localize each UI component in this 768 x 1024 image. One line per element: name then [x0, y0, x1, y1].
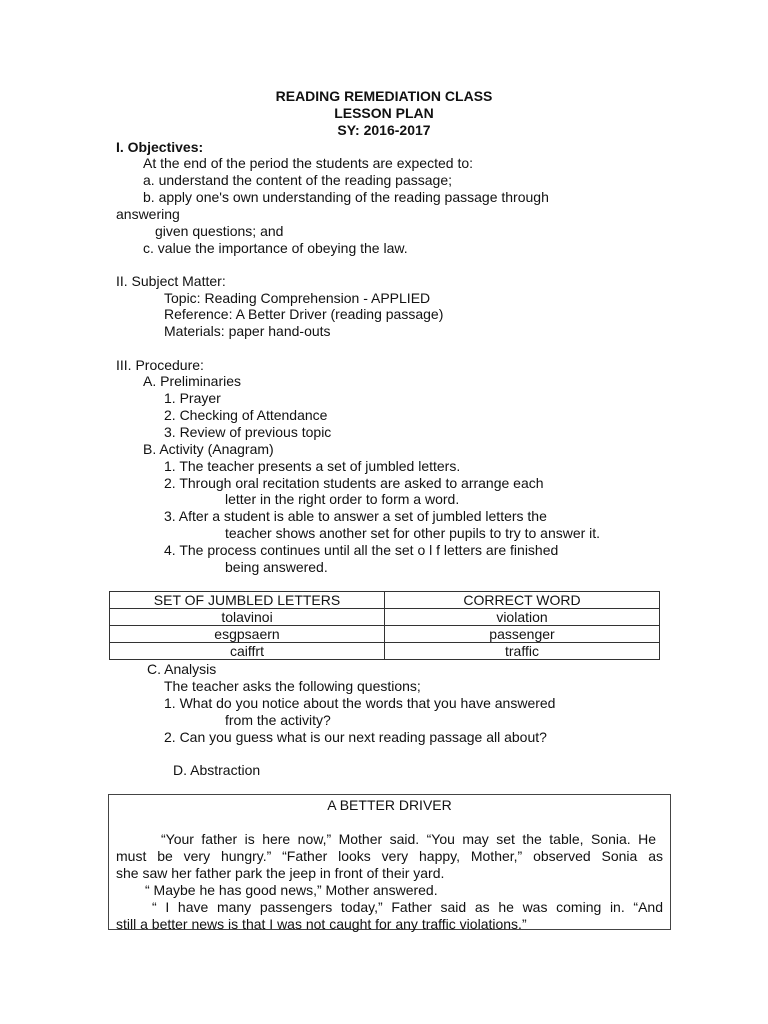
- objective-b: b. apply one's own understanding of the reading passage through: [143, 189, 549, 205]
- objective-c: c. value the importance of obeying the law.: [143, 240, 408, 256]
- passage-line: “Your father is here now,” Mother said. “You may set the table, Sonia. He: [161, 831, 656, 847]
- document-title: READING REMEDIATION CLASS: [275, 88, 493, 104]
- preliminaries-item: 3. Review of previous topic: [164, 424, 332, 440]
- activity-step-2: 2. Through oral recitation students are asked to arrange each: [164, 475, 544, 491]
- analysis-heading: C. Analysis: [147, 661, 217, 677]
- analysis-intro: The teacher asks the following questions;: [164, 678, 421, 694]
- activity-step-3: 3. After a student is able to answer a set of jumbled letters the: [164, 508, 547, 524]
- subject-reference: Reference: A Better Driver (reading passage): [164, 306, 444, 322]
- school-year: SY: 2016-2017: [337, 122, 431, 138]
- jumbled-cell: caiffrt: [110, 643, 385, 660]
- passage-line: still a better news is that I was not caught for any traffic violations.”: [116, 916, 527, 932]
- correct-cell: traffic: [385, 643, 660, 660]
- activity-heading: B. Activity (Anagram): [143, 441, 274, 457]
- preliminaries-heading: A. Preliminaries: [143, 373, 242, 389]
- correct-cell: violation: [385, 609, 660, 626]
- objective-b-cont: answering: [116, 206, 180, 222]
- activity-step-3-cont: teacher shows another set for other pupils to try to answer it.: [225, 525, 601, 541]
- preliminaries-item: 1. Prayer: [164, 390, 221, 406]
- passage-title: A BETTER DRIVER: [327, 797, 452, 813]
- activity-step-4-cont: being answered.: [225, 559, 328, 575]
- objectives-intro: At the end of the period the students are expected to:: [143, 155, 474, 171]
- document-subtitle: LESSON PLAN: [334, 105, 434, 121]
- analysis-question-1-cont: from the activity?: [225, 712, 331, 728]
- subject-matter-heading: II. Subject Matter:: [116, 273, 226, 289]
- activity-step-4: 4. The process continues until all the set o l f letters are finished: [164, 542, 559, 558]
- subject-materials: Materials: paper hand-outs: [164, 323, 331, 339]
- table-row: [110, 609, 660, 626]
- anagram-table: [109, 591, 660, 660]
- passage-line: “ Maybe he has good news,” Mother answered.: [145, 882, 438, 898]
- jumbled-cell: esgpsaern: [110, 626, 385, 643]
- column-header-jumbled: SET OF JUMBLED LETTERS: [110, 592, 385, 609]
- passage-line: “ I have many passengers today,” Father said as he was coming in. “And: [152, 899, 663, 915]
- table-row: [110, 626, 660, 643]
- activity-step-1: 1. The teacher presents a set of jumbled letters.: [164, 458, 461, 474]
- passage-line: must be very hungry.” “Father looks very happy, Mother,” observed Sonia as: [116, 848, 663, 864]
- column-header-correct: CORRECT WORD: [385, 592, 660, 609]
- analysis-question-1: 1. What do you notice about the words that you have answered: [164, 695, 556, 711]
- preliminaries-item: 2. Checking of Attendance: [164, 407, 328, 423]
- table-row: [110, 643, 660, 660]
- subject-topic: Topic: Reading Comprehension - APPLIED: [164, 290, 431, 306]
- jumbled-cell: tolavinoi: [110, 609, 385, 626]
- abstraction-heading: D. Abstraction: [173, 762, 261, 778]
- analysis-question-2: 2. Can you guess what is our next reading passage all about?: [164, 729, 547, 745]
- table-header-row: [110, 592, 660, 609]
- reading-passage-box: [108, 794, 671, 930]
- activity-step-2-cont: letter in the right order to form a word.: [225, 491, 460, 507]
- procedure-heading: III. Procedure:: [116, 357, 204, 373]
- objective-a: a. understand the content of the reading passage;: [143, 172, 453, 188]
- objective-b-cont2: given questions; and: [155, 223, 284, 239]
- objectives-heading: I. Objectives:: [116, 139, 204, 155]
- correct-cell: passenger: [385, 626, 660, 643]
- passage-line: she saw her father park the jeep in front of their yard.: [116, 865, 445, 881]
